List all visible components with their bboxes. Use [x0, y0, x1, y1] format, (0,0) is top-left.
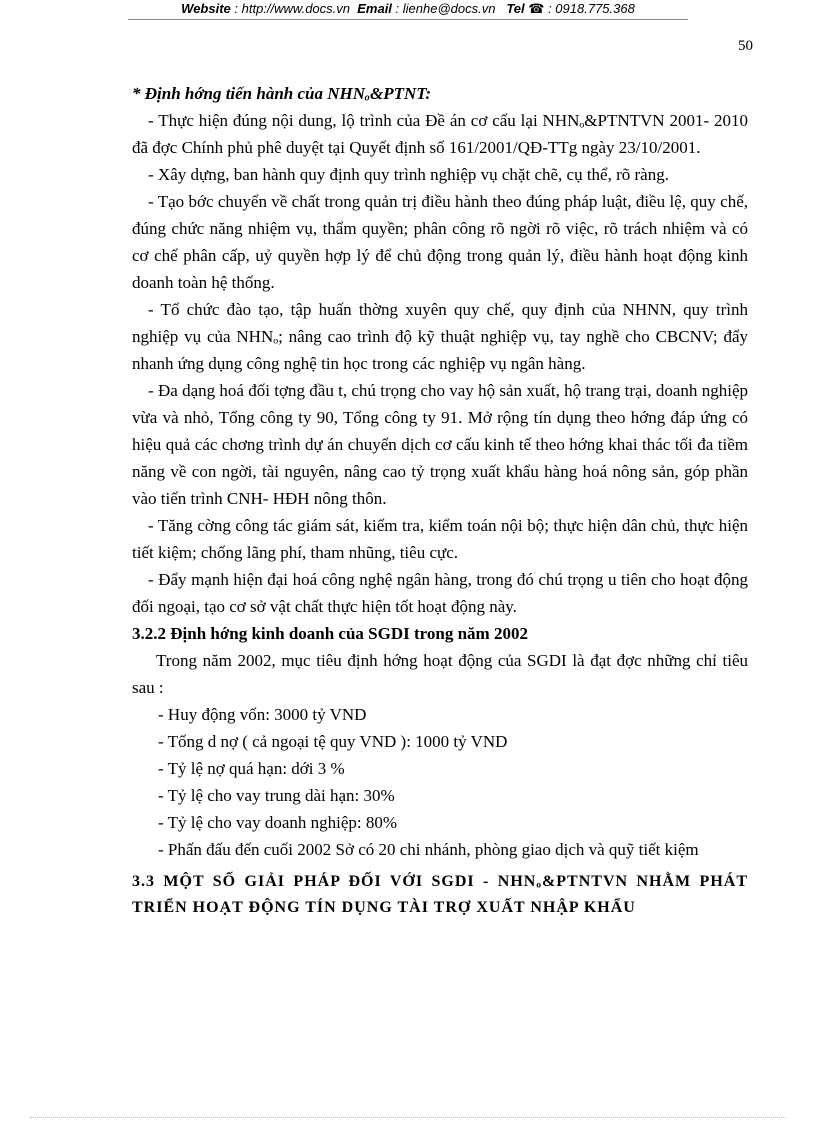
- page-number: 50: [738, 38, 753, 54]
- section-heading-3-2-2: 3.2.2 Định hớng kinh doanh của SGDI trong năm 2002: [132, 624, 528, 643]
- paragraph: - Phấn đấu đến cuối 2002 Sở có 20 chi nhánh, phòng giao dịch và quỹ tiết kiệm: [158, 840, 699, 859]
- page-header: [0, 0, 816, 20]
- paragraph: - Tăng cờng công tác giám sát, kiểm tra, kiểm toán nội bộ; thực hiện dân chủ, thực hiện tiết kiệm; chống lãng phí, tham nhũng, tiêu cực.: [132, 516, 748, 562]
- list-item: - Tỷ lệ cho vay trung dài hạn: 30%: [158, 786, 395, 805]
- list-item: - Tỷ lệ cho vay doanh nghiệp: 80%: [158, 813, 398, 832]
- section-heading-3-3: 3.3 MỘT SỐ GIẢI PHÁP ĐỐI VỚI SGDI - NHNₒ&PTNTVN NHẰM PHÁT TRIỂN HOẠT ĐỘNG TÍN DỤNG TÀI TRỢ XUẤT NHẬP KHẨU: [132, 873, 748, 916]
- tel-label: Tel: [506, 1, 525, 16]
- paragraph: - Đa dạng hoá đối tợng đầu t, chú trọng cho vay hộ sản xuất, hộ trang trại, doanh nghiệp vừa và nhỏ, Tổng công ty 90, Tổng công ty 91. Mở rộng tín dụng theo hớng đáp ứng có hiệu quả các chơng trình dự án chuyển dịch cơ cấu kinh tế theo hớng khai thác tối đa tiềm năng về con ngời, tài nguyên, nâng cao tỷ trọng xuất khẩu hàng hoá nông sản, góp phần vào tiến trình CNH- HĐH nông thôn.: [132, 381, 748, 508]
- website-value[interactable]: : http://www.docs.vn: [234, 1, 350, 16]
- website-label: Website: [181, 1, 231, 16]
- email-value[interactable]: : lienhe@docs.vn: [395, 1, 496, 16]
- header-divider: [128, 19, 688, 20]
- list-item: - Tổng d nợ ( cả ngoại tệ quy VND ): 1000 tỷ VND: [158, 732, 508, 751]
- list-item: - Tỷ lệ nợ quá hạn: dới 3 %: [158, 759, 345, 778]
- paragraph: - Đẩy mạnh hiện đại hoá công nghệ ngân hàng, trong đó chú trọng u tiên cho hoạt động đối ngoại, tạo cơ sở vật chất thực hiện tốt hoạt động này.: [132, 570, 748, 616]
- paragraph: Trong năm 2002, mục tiêu định hớng hoạt động của SGDI là đạt đợc những chỉ tiêu sau :: [132, 651, 748, 697]
- tel-value: : 0918.775.368: [548, 1, 635, 16]
- footer-divider: [30, 1117, 786, 1118]
- list-item: - Huy động vốn: 3000 tỷ VND: [158, 705, 367, 724]
- page-content: [132, 80, 748, 921]
- phone-icon: ☎: [528, 1, 545, 16]
- email-label: Email: [357, 1, 392, 16]
- paragraph: - Tổ chức đào tạo, tập huấn thờng xuyên quy chế, quy định của NHNN, quy trình nghiệp vụ của NHNₒ; nâng cao trình độ kỹ thuật nghiệp vụ, tay nghề cho CBCNV; đẩy nhanh ứng dụng công nghệ tin học trong các nghiệp vụ ngân hàng.: [132, 300, 748, 373]
- paragraph: - Thực hiện đúng nội dung, lộ trình của Đề án cơ cấu lại NHNₒ&PTNTVN 2001- 2010 đã đợc Chính phủ phê duyệt tại Quyết định số 161/2001/QĐ-TTg ngày 23/10/2001.: [132, 111, 748, 157]
- paragraph: - Tạo bớc chuyển về chất trong quản trị điều hành theo đúng pháp luật, điều lệ, quy chế, đúng chức năng nhiệm vụ, thẩm quyền; phân công rõ ngời rõ việc, rõ trách nhiệm và có cơ chế phân cấp, uỷ quyền hợp lý để chủ động trong quản lý, điều hành hoạt động kinh doanh toàn hệ thống.: [132, 192, 748, 292]
- paragraph: - Xây dựng, ban hành quy định quy trình nghiệp vụ chặt chẽ, cụ thể, rõ ràng.: [148, 165, 669, 184]
- section-heading-orientation: * Định hớng tiến hành của NHNₒ&PTNT:: [132, 84, 432, 103]
